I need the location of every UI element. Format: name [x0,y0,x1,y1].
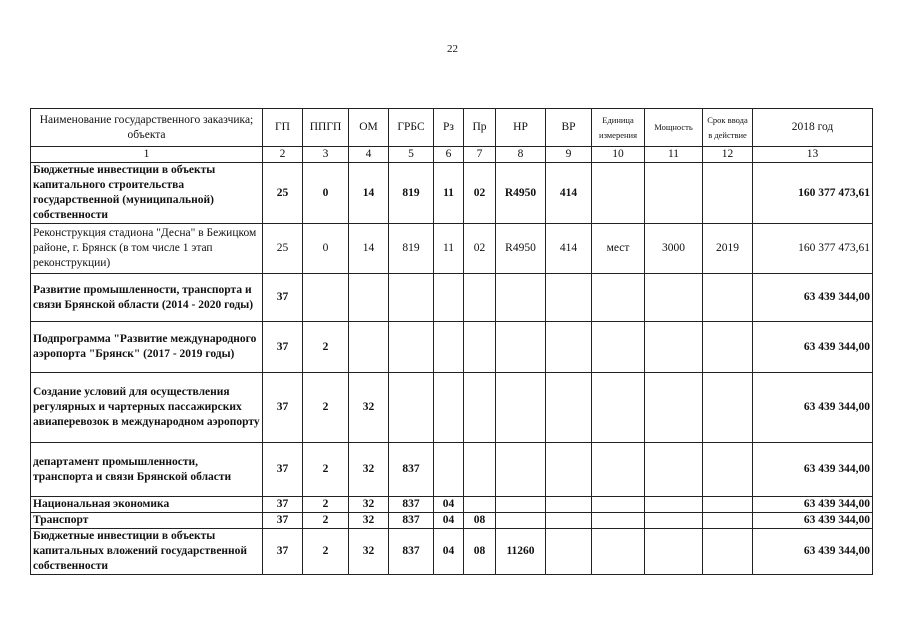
column-number: 1 [31,147,263,163]
row-code-cell: 819 [389,163,434,224]
row-code-cell [546,274,592,322]
row-code-cell [592,529,645,575]
row-code-cell [592,497,645,513]
row-code-cell: 37 [263,513,303,529]
row-code-cell: 11260 [496,529,546,575]
row-code-cell [645,322,703,373]
row-code-cell [434,322,464,373]
row-amount-cell: 160 377 473,61 [753,163,873,224]
column-number: 4 [349,147,389,163]
row-code-cell: 837 [389,443,434,497]
row-code-cell: 0 [303,163,349,224]
row-code-cell: 819 [389,224,434,274]
row-code-cell: 2 [303,373,349,443]
row-name-cell: Создание условий для осуществления регулярных и чартерных пассажирских авиаперевозок в международном аэропорту [31,373,263,443]
row-code-cell [464,322,496,373]
row-code-cell [546,373,592,443]
header-nr: НР [496,109,546,147]
row-code-cell [496,513,546,529]
row-code-cell [434,373,464,443]
row-code-cell: 04 [434,529,464,575]
row-code-cell: 37 [263,322,303,373]
row-code-cell: 04 [434,513,464,529]
row-code-cell [464,443,496,497]
table-row [31,497,873,513]
row-code-cell [464,274,496,322]
row-amount-cell: 63 439 344,00 [753,274,873,322]
row-code-cell [703,274,753,322]
table-row [31,443,873,497]
column-number: 6 [434,147,464,163]
row-name-cell: Подпрограмма "Развитие международного аэропорта "Брянск" (2017 - 2019 годы) [31,322,263,373]
row-code-cell: 2 [303,513,349,529]
row-code-cell [349,274,389,322]
header-row [31,109,873,147]
row-code-cell [496,373,546,443]
row-code-cell: 3000 [645,224,703,274]
page-number: 22 [447,43,458,55]
row-amount-cell: 63 439 344,00 [753,497,873,513]
row-amount-cell: 63 439 344,00 [753,513,873,529]
row-code-cell [703,497,753,513]
table-row [31,513,873,529]
row-code-cell [703,373,753,443]
row-code-cell [349,322,389,373]
row-code-cell: 14 [349,163,389,224]
row-code-cell [592,322,645,373]
row-amount-cell: 160 377 473,61 [753,224,873,274]
row-code-cell [546,529,592,575]
budget-table [30,108,873,575]
row-code-cell [592,513,645,529]
row-code-cell: 32 [349,373,389,443]
column-number: 5 [389,147,434,163]
row-code-cell [464,497,496,513]
header-vr: ВР [546,109,592,147]
row-code-cell: 11 [434,163,464,224]
row-name-cell: Бюджетные инвестиции в объекты капитального строительства государственной (муниципальной) собственности [31,163,263,224]
row-code-cell [464,373,496,443]
header-name: Наименование государственного заказчика; объекта [31,109,263,147]
row-code-cell [496,322,546,373]
row-code-cell: 2 [303,443,349,497]
row-code-cell [592,443,645,497]
row-code-cell [703,322,753,373]
row-code-cell [592,373,645,443]
row-code-cell [645,529,703,575]
column-number: 9 [546,147,592,163]
row-code-cell [645,513,703,529]
row-code-cell [389,322,434,373]
row-code-cell [389,274,434,322]
row-code-cell [389,373,434,443]
row-code-cell: мест [592,224,645,274]
column-number: 12 [703,147,753,163]
row-code-cell [496,443,546,497]
column-number: 10 [592,147,645,163]
row-code-cell: 2019 [703,224,753,274]
row-code-cell [546,443,592,497]
row-code-cell: 2 [303,497,349,513]
header-year-2018: 2018 год [753,109,873,147]
row-code-cell [496,274,546,322]
row-code-cell: 837 [389,529,434,575]
header-rz: Рз [434,109,464,147]
row-name-cell: Транспорт [31,513,263,529]
table-row [31,274,873,322]
header-ppgp: ППГП [303,109,349,147]
row-code-cell: 37 [263,497,303,513]
row-code-cell [303,274,349,322]
row-name-cell: департамент промышленности, транспорта и связи Брянской области [31,443,263,497]
header-pr: Пр [464,109,496,147]
table-row [31,224,873,274]
row-code-cell [592,274,645,322]
column-number-row [31,147,873,163]
header-om: ОМ [349,109,389,147]
column-number: 11 [645,147,703,163]
table-row [31,163,873,224]
table-row [31,373,873,443]
row-code-cell: 04 [434,497,464,513]
column-number: 8 [496,147,546,163]
row-code-cell: 02 [464,224,496,274]
row-code-cell: 2 [303,529,349,575]
column-number: 2 [263,147,303,163]
row-code-cell: 0 [303,224,349,274]
row-code-cell: 08 [464,529,496,575]
row-amount-cell: 63 439 344,00 [753,373,873,443]
row-code-cell [546,322,592,373]
row-code-cell: 11 [434,224,464,274]
row-code-cell: 32 [349,443,389,497]
row-code-cell: 2 [303,322,349,373]
column-number: 3 [303,147,349,163]
row-code-cell: 837 [389,513,434,529]
row-code-cell [703,529,753,575]
row-amount-cell: 63 439 344,00 [753,529,873,575]
header-capacity: Мощность [645,109,703,147]
row-amount-cell: 63 439 344,00 [753,443,873,497]
row-code-cell [703,163,753,224]
row-code-cell: 14 [349,224,389,274]
row-name-cell: Национальная экономика [31,497,263,513]
header-gp: ГП [263,109,303,147]
column-number: 7 [464,147,496,163]
column-number: 13 [753,147,873,163]
row-code-cell: 02 [464,163,496,224]
row-code-cell [546,513,592,529]
header-unit: Единица измерения [592,109,645,147]
row-name-cell: Развитие промышленности, транспорта и связи Брянской области (2014 - 2020 годы) [31,274,263,322]
row-code-cell: 37 [263,529,303,575]
row-code-cell: 32 [349,497,389,513]
row-code-cell: 37 [263,373,303,443]
row-code-cell: 37 [263,443,303,497]
row-code-cell: R4950 [496,163,546,224]
row-code-cell [645,497,703,513]
row-code-cell [496,497,546,513]
row-code-cell [645,163,703,224]
row-code-cell: 32 [349,529,389,575]
row-code-cell: 25 [263,224,303,274]
row-code-cell: 37 [263,274,303,322]
row-code-cell: R4950 [496,224,546,274]
row-code-cell [434,443,464,497]
row-code-cell: 32 [349,513,389,529]
row-code-cell [645,274,703,322]
header-grbs: ГРБС [389,109,434,147]
row-code-cell: 25 [263,163,303,224]
row-code-cell [645,443,703,497]
row-code-cell [645,373,703,443]
row-code-cell [703,443,753,497]
row-code-cell [434,274,464,322]
row-code-cell [546,497,592,513]
row-code-cell: 08 [464,513,496,529]
row-code-cell [592,163,645,224]
row-code-cell: 414 [546,224,592,274]
row-amount-cell: 63 439 344,00 [753,322,873,373]
row-code-cell: 837 [389,497,434,513]
table-row [31,529,873,575]
row-code-cell: 414 [546,163,592,224]
table-row [31,322,873,373]
row-name-cell: Бюджетные инвестиции в объекты капитальных вложений государственной собственности [31,529,263,575]
row-name-cell: Реконструкция стадиона "Десна" в Бежицком районе, г. Брянск (в том числе 1 этап реконструкции) [31,224,263,274]
header-commissioning-date: Срок ввода в действие [703,109,753,147]
row-code-cell [703,513,753,529]
